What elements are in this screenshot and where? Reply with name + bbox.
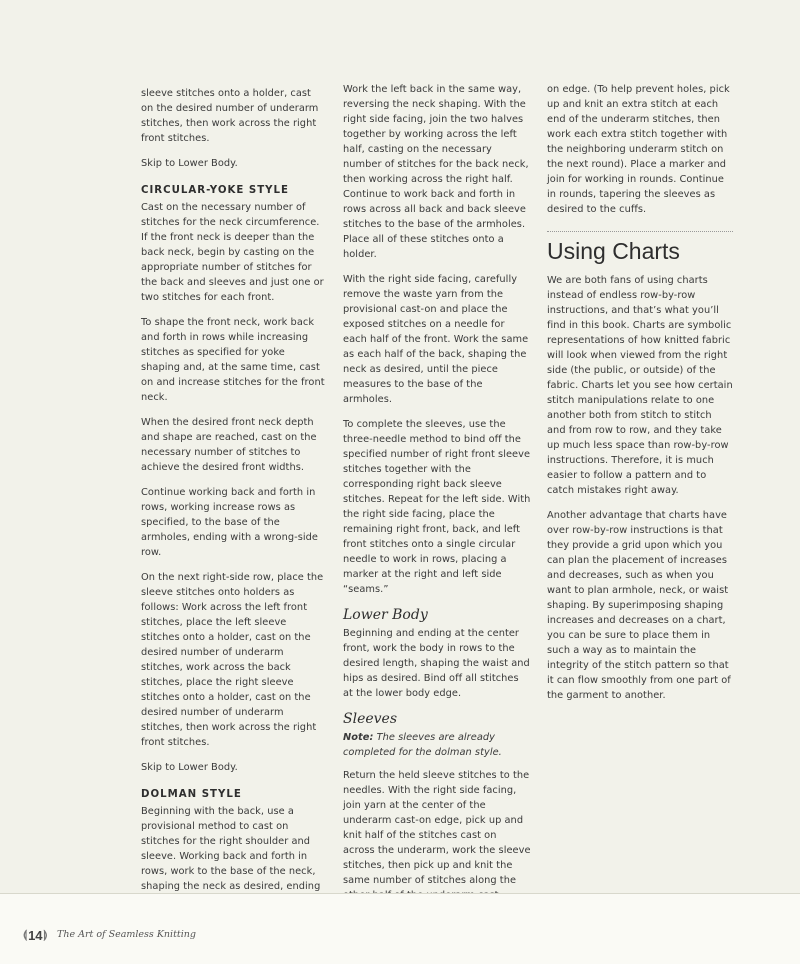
note [343, 730, 531, 760]
book-title: The Art of Seamless Knitting [57, 929, 196, 940]
section-heading-dolman: DOLMAN STYLE [141, 789, 242, 800]
paragraph: Work the left back in the same way, reversing the neck shaping. With the right side facing, join the two halves together by working across the left half, casting on the necessary number of stitches for the back neck, then working across the right half. Continue to work back and forth in rows across all back and back sleeve stitches to the base of the armholes. Place all of these stitches onto a holder. [343, 84, 529, 260]
paragraph: With the right side facing, carefully remove the waste yarn from the provisional cast-on and place the exposed stitches on a needle for each half of the front. Work the same as each half of the back, shaping the neck as desired, until the piece measures to the base of the armholes. [343, 274, 529, 405]
paragraph: Beginning and ending at the center front, work the body in rows to the desired length, shaping the waist and hips as desired. Bind off all stitches at the lower body edge. [343, 628, 530, 699]
paragraph: When the desired front neck depth and shape are reached, cast on the necessary number of stitches to achieve the desired front widths. [141, 417, 317, 473]
paragraph: on edge. (To help prevent holes, pick up and knit an extra stitch at each end of the underarm stitches, then work each extra stitch together with the neighboring underarm stitch on the next round). Place a marker and join for working in rounds. Continue in rounds, tapering the sleeves as desired to the cuffs. [547, 84, 730, 215]
column-2 [343, 82, 531, 913]
paragraph: Return the held sleeve stitches to the needles. With the right side facing, join yarn at the center of the underarm cast-on edge, pick up and knit half of the stitches cast on across the underarm, work the sleeve stitches, then pick up and knit the same number of stitches along the [343, 770, 531, 886]
section-heading-sleeves: Sleeves [343, 711, 398, 727]
paragraph: We are both fans of using charts instead of endless row-by-row instructions, and that’s what you’ll find in this book. Charts are symbolic representations of how knitted fabric will look when viewed from the right side (the public, or outside) of the fabric. Charts let you see how certain stitch manipulations relate to one another both from stitch to stitch and from row to row, and they take up much less space than row-by-row instructions. Therefore, it is much easier to follow a pattern and to catch mistakes right away. [547, 275, 733, 496]
paragraph: Another advantage that charts have over row-by-row instructions is that they provide a grid upon which you can plan the placement of increases and decreases, such as when you want to plan armhole, neck, or waist shaping. By superimposing shaping increases and decreases on a chart, you can be sure to place them in such a way as to maintain the integrity of the stitch pattern so that it can flow smoothly from one part of the garment to another. [547, 510, 731, 701]
column-1 [141, 86, 325, 934]
section-heading-using-charts: Using Charts [547, 231, 733, 265]
note-text: The sleeves are already completed for the dolman style. [343, 732, 502, 758]
section-heading-circular-yoke: CIRCULAR-YOKE STYLE [141, 185, 289, 196]
page-number-text: 14 [28, 928, 43, 943]
ornament-left-icon: ⟬ [23, 929, 28, 941]
section-heading-lower-body: Lower Body [343, 607, 428, 623]
paragraph: sleeve stitches onto a holder, cast on the desired number of underarm stitches, then work across the right front stitches. [141, 88, 319, 144]
paragraph: To shape the front neck, work back and forth in rows while increasing stitches as specified for yoke shaping and, at the same time, cast on and increase stitches for the front neck. [141, 317, 325, 403]
paragraph: Cast on the necessary number of stitches for the neck circumference. If the front neck is deeper than the back neck, begin by casting on the appropriate number of stitches for the back and sleeves and just one or two stitches for each front. [141, 202, 324, 303]
column-3 [547, 82, 733, 713]
page-number [22, 928, 49, 943]
ornament-right-icon: ⟭ [43, 929, 48, 941]
paragraph: Skip to Lower Body. [141, 158, 238, 169]
paragraph: Beginning with the back, use a provisional method to cast on stitches for the right shoulder and sleeve. Working back and forth in rows, work to the base of the neck, shaping the neck as desired, ending [141, 806, 321, 892]
note-label: Note: [343, 732, 374, 743]
paragraph: To complete the sleeves, use the three-needle method to bind off the specified number of right front sleeve stitches together with the corresponding right back sleeve stitches. Repeat for the left side. With the right side facing, place the remaining right front, back, and left front stitches onto a single circular needle to work in rows, placing a marker at the right and left side “seams.” [343, 419, 531, 595]
paragraph: On the next right-side row, place the sleeve stitches onto holders as follows: Work across the left front stitches, place the left sleeve stitches onto a holder, cast on the desired number of underarm stitches, work across the back stitches, place the right sleeve stitches onto a holder, cast on the desired number of underarm stitches, then work across the right front stitches. [141, 572, 324, 748]
paragraph: Continue working back and forth in rows, working increase rows as specified, to the base of the armholes, ending with a wrong-side row. [141, 487, 318, 558]
paragraph: Skip to Lower Body. [141, 762, 238, 773]
